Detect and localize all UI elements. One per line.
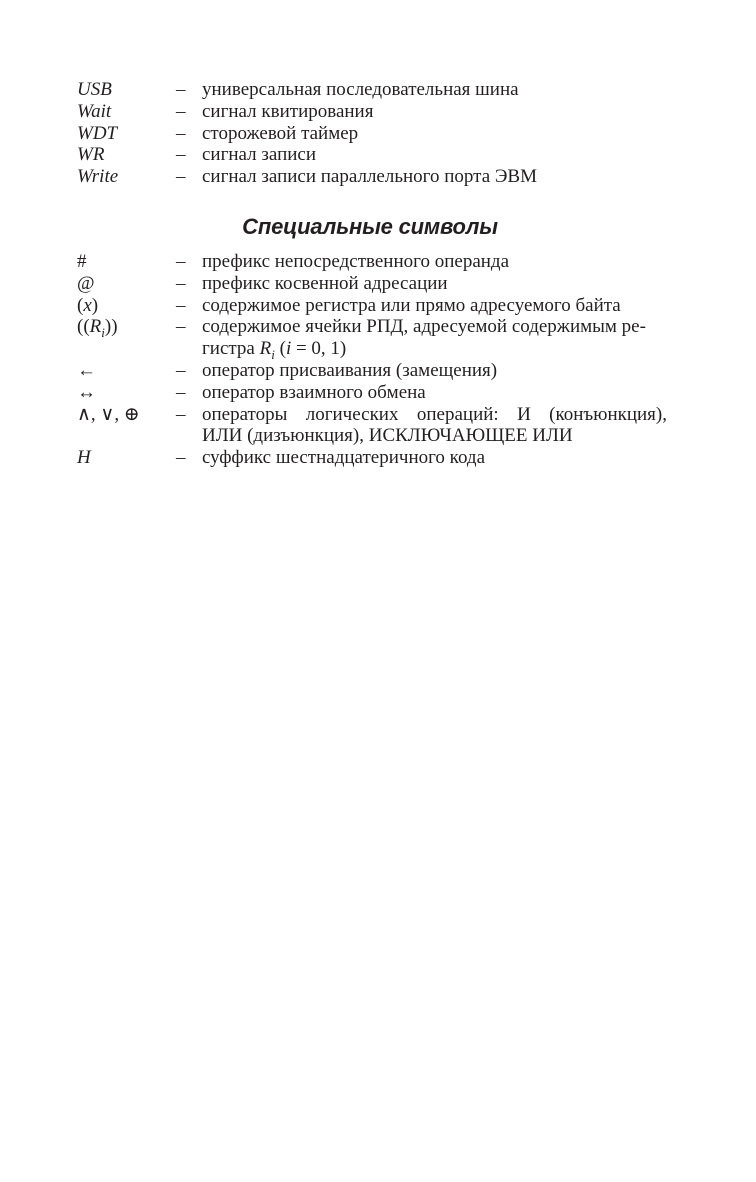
symbol-definition: префикс косвенной адресации — [202, 272, 448, 294]
abbreviation-term: WR — [77, 144, 105, 166]
subscript-i: i — [271, 347, 275, 363]
open-paren: (( — [77, 316, 90, 338]
dash: – — [176, 79, 186, 100]
dash: – — [176, 272, 186, 294]
dash: – — [176, 100, 186, 122]
symbol-term: ↔ — [77, 381, 96, 403]
list-item — [77, 447, 667, 469]
dash: – — [176, 403, 186, 425]
list-item — [77, 123, 667, 145]
definition-line: операторы логических операций: И (конъюнкция), — [202, 403, 667, 425]
close-paren: )) — [104, 316, 118, 338]
abbreviation-term: Write — [77, 166, 119, 188]
variable-i: i — [285, 338, 292, 360]
symbol-term — [77, 295, 176, 317]
variable-x: x — [83, 294, 92, 316]
list-item — [77, 144, 667, 166]
abbreviation-definition: сигнал записи параллельного порта ЭВМ — [202, 166, 537, 188]
dash: – — [176, 381, 186, 403]
list-item — [77, 273, 667, 295]
definition-line: содержимое ячейки РПД, адресуемой содержимым ре- — [202, 316, 646, 338]
abbreviation-list — [77, 79, 667, 188]
dash: – — [176, 122, 186, 144]
variable-r: R — [89, 316, 102, 338]
open-paren: ( — [77, 294, 84, 316]
list-item — [77, 316, 667, 363]
dash: – — [176, 316, 186, 338]
symbol-term: ← — [77, 359, 96, 381]
list-item — [77, 79, 667, 101]
list-item — [77, 251, 667, 273]
abbreviation-definition: сторожевой таймер — [202, 122, 359, 144]
list-item — [77, 360, 667, 382]
subscript-i: i — [101, 325, 105, 341]
close-paren: ) — [91, 294, 99, 316]
section-title: Специальные символы — [242, 214, 498, 239]
dash: – — [176, 166, 186, 188]
symbol-term — [77, 316, 176, 341]
symbol-definition — [202, 404, 667, 448]
symbol-term: ∧, ∨, ⊕ — [77, 403, 140, 425]
symbol-definition: оператор присваивания (замещения) — [202, 359, 498, 381]
abbreviation-term: WDT — [77, 122, 118, 144]
symbol-definition: оператор взаимного обмена — [202, 381, 426, 403]
abbreviation-term: USB — [77, 79, 112, 100]
abbreviation-definition: сигнал квитирования — [202, 100, 374, 122]
abbreviation-definition: сигнал записи — [202, 144, 317, 166]
dash: – — [176, 251, 186, 272]
symbol-term: # — [77, 251, 87, 272]
definition-line — [202, 338, 667, 363]
symbol-definition: содержимое регистра или прямо адресуемого байта — [202, 294, 621, 316]
list-item — [77, 404, 667, 448]
dash: – — [176, 447, 186, 469]
dash: – — [176, 144, 186, 166]
symbol-definition: суффикс шестнадцатеричного кода — [202, 447, 485, 469]
abbreviation-term: Wait — [77, 100, 112, 122]
definition-text: ( — [274, 338, 286, 360]
symbol-term: @ — [77, 272, 95, 294]
dash: – — [176, 294, 186, 316]
definition-line: ИЛИ (дизъюнкция), ИСКЛЮЧАЮЩЕЕ ИЛИ — [202, 425, 573, 447]
list-item — [77, 101, 667, 123]
symbol-definition: префикс непосредственного операнда — [202, 251, 510, 272]
symbol-definition — [202, 316, 667, 363]
list-item — [77, 382, 667, 404]
symbol-term: H — [77, 447, 91, 469]
symbol-list — [77, 251, 667, 469]
definition-text: = 0, 1) — [291, 338, 347, 360]
variable-r: R — [259, 338, 272, 360]
definition-text: гистра — [202, 338, 260, 360]
list-item — [77, 295, 667, 317]
dash: – — [176, 359, 186, 381]
list-item — [77, 166, 667, 188]
abbreviation-definition: универсальная последовательная шина — [202, 79, 519, 100]
